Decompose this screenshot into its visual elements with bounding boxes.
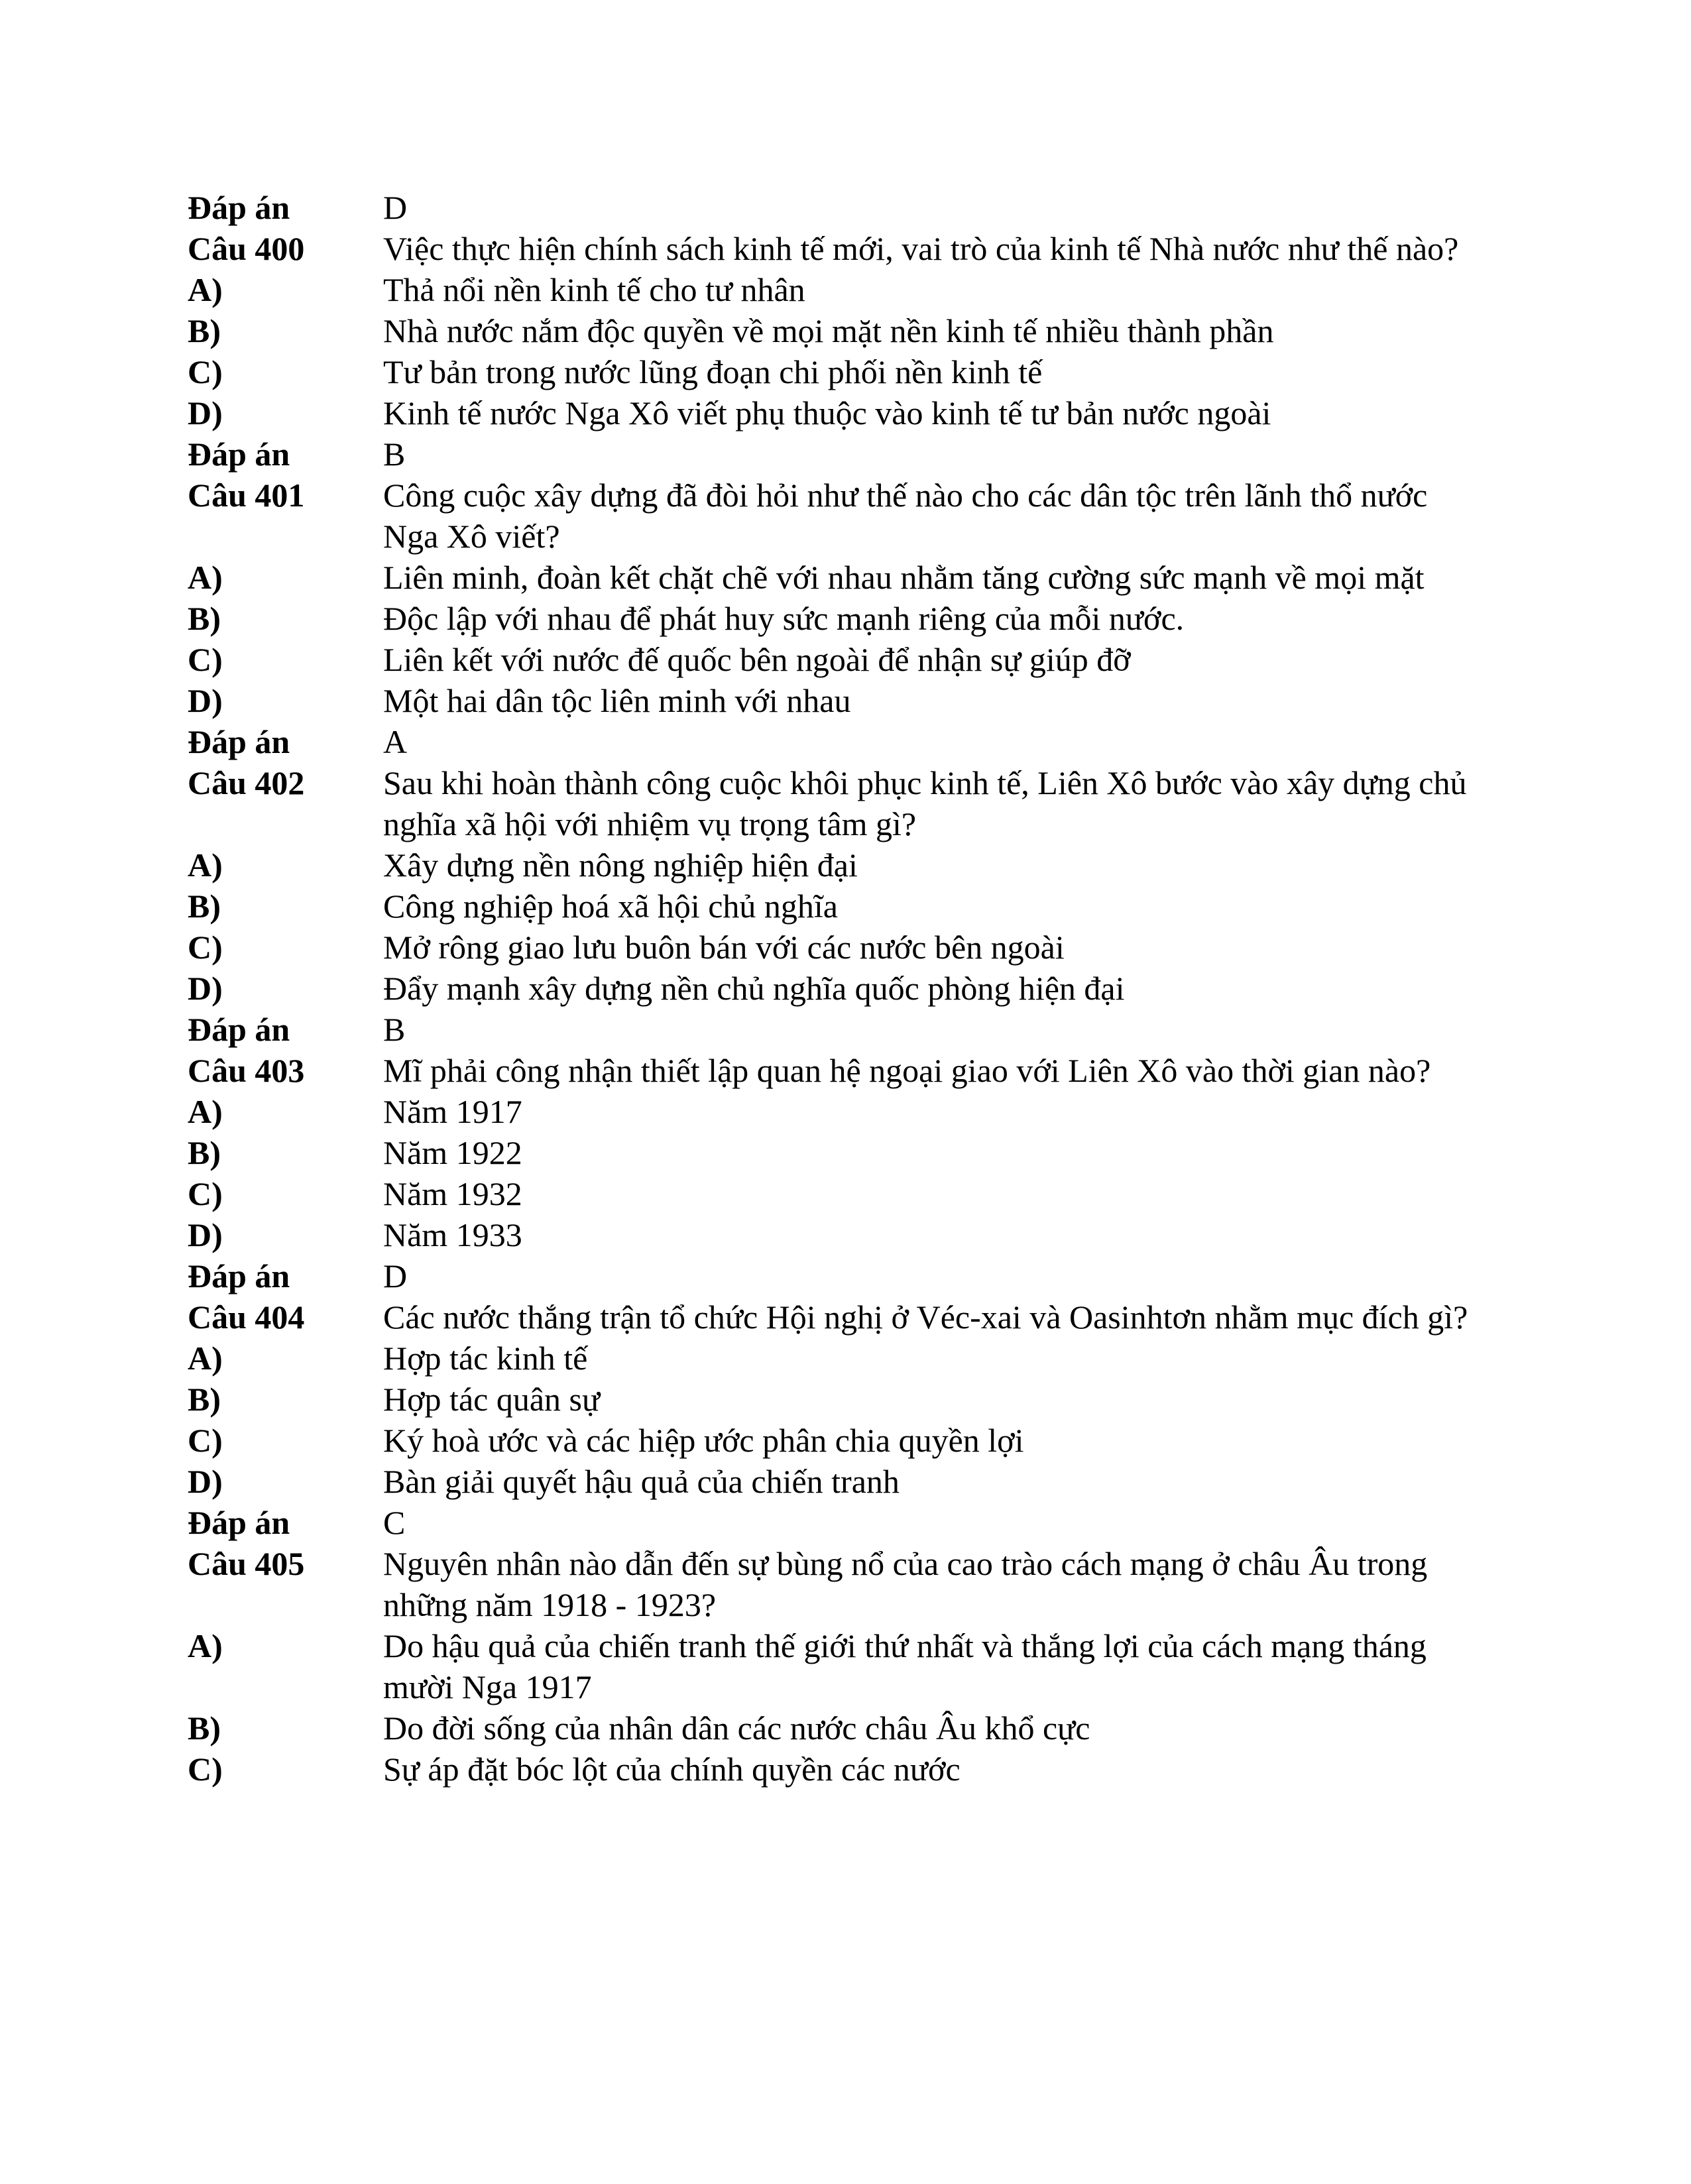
question-label: Câu 400 — [188, 230, 305, 267]
option-row — [188, 1091, 1487, 1132]
question-row — [188, 762, 1487, 844]
option-label: B) — [188, 1134, 221, 1171]
option-row — [188, 968, 1487, 1009]
question-row — [188, 228, 1487, 269]
option-label: D) — [188, 1463, 223, 1500]
option-label: A) — [188, 271, 223, 308]
option-text: Sự áp đặt bóc lột của chính quyền các nước — [383, 1751, 961, 1788]
answer-row — [188, 187, 1487, 228]
option-row — [188, 557, 1487, 598]
option-row — [188, 1173, 1487, 1214]
question-text: Các nước thắng trận tổ chức Hội nghị ở Véc-xai và Oasinhtơn nhằm mục đích gì? — [383, 1298, 1468, 1336]
option-label: A) — [188, 559, 223, 596]
option-text: Tư bản trong nước lũng đoạn chi phối nền kinh tế — [383, 353, 1043, 390]
question-row — [188, 1543, 1487, 1625]
question-text: Sau khi hoàn thành công cuộc khôi phục kinh tế, Liên Xô bước vào xây dựng chủ nghĩa xã hội với nhiệm vụ trọng tâm gì? — [383, 764, 1467, 842]
option-text: Liên kết với nước đế quốc bên ngoài để nhận sự giúp đỡ — [383, 641, 1131, 678]
option-text: Năm 1933 — [383, 1216, 522, 1253]
question-label: Câu 402 — [188, 764, 305, 801]
question-label: Câu 401 — [188, 477, 305, 514]
answer-text: D — [383, 189, 408, 226]
option-row — [188, 1379, 1487, 1420]
question-text: Mĩ phải công nhận thiết lập quan hệ ngoại giao với Liên Xô vào thời gian nào? — [383, 1052, 1431, 1089]
answer-label: Đáp án — [188, 1257, 290, 1294]
option-row — [188, 310, 1487, 351]
option-text: Do hậu quả của chiến tranh thế giới thứ nhất và thắng lợi của cách mạng tháng mười Nga 1917 — [383, 1627, 1427, 1705]
option-row — [188, 680, 1487, 721]
option-text: Hợp tác quân sự — [383, 1381, 601, 1418]
option-text: Công nghiệp hoá xã hội chủ nghĩa — [383, 888, 838, 925]
option-text: Kinh tế nước Nga Xô viết phụ thuộc vào kinh tế tư bản nước ngoài — [383, 394, 1271, 431]
question-text: Công cuộc xây dựng đã đòi hỏi như thế nào cho các dân tộc trên lãnh thổ nước Nga Xô viết? — [383, 477, 1428, 555]
option-text: Năm 1932 — [383, 1175, 522, 1212]
option-row — [188, 1749, 1487, 1790]
option-text: Độc lập với nhau để phát huy sức mạnh riêng của mỗi nước. — [383, 600, 1185, 637]
answer-text: D — [383, 1257, 408, 1294]
option-row — [188, 1132, 1487, 1173]
answer-text: C — [383, 1504, 406, 1541]
option-label: B) — [188, 888, 221, 925]
answer-label: Đáp án — [188, 435, 290, 473]
option-label: C) — [188, 353, 223, 390]
option-text: Bàn giải quyết hậu quả của chiến tranh — [383, 1463, 900, 1500]
option-row — [188, 1461, 1487, 1502]
option-row — [188, 886, 1487, 927]
option-label: C) — [188, 641, 223, 678]
option-label: C) — [188, 929, 223, 966]
option-label: A) — [188, 1093, 223, 1130]
answer-label: Đáp án — [188, 723, 290, 760]
answer-label: Đáp án — [188, 1504, 290, 1541]
question-row — [188, 1050, 1487, 1091]
question-row — [188, 1296, 1487, 1338]
answer-text: A — [383, 723, 408, 760]
question-text: Nguyên nhân nào dẫn đến sự bùng nổ của cao trào cách mạng ở châu Âu trong những năm 1918 - 1923? — [383, 1545, 1428, 1623]
option-row — [188, 351, 1487, 392]
answer-row — [188, 721, 1487, 762]
option-row — [188, 844, 1487, 886]
option-text: Do đời sống của nhân dân các nước châu Âu khổ cực — [383, 1709, 1090, 1747]
option-text: Đẩy mạnh xây dựng nền chủ nghĩa quốc phòng hiện đại — [383, 970, 1125, 1007]
option-label: C) — [188, 1175, 223, 1212]
option-row — [188, 1338, 1487, 1379]
answer-label: Đáp án — [188, 1011, 290, 1048]
answer-label: Đáp án — [188, 189, 290, 226]
option-row — [188, 1625, 1487, 1707]
option-text: Xây dựng nền nông nghiệp hiện đại — [383, 846, 858, 884]
option-row — [188, 598, 1487, 639]
question-label: Câu 403 — [188, 1052, 305, 1089]
option-row — [188, 639, 1487, 680]
option-row — [188, 1214, 1487, 1255]
answer-row — [188, 433, 1487, 475]
option-label: D) — [188, 1216, 223, 1253]
answer-text: B — [383, 435, 406, 473]
option-text: Một hai dân tộc liên minh với nhau — [383, 682, 851, 719]
question-label: Câu 405 — [188, 1545, 305, 1582]
option-row — [188, 927, 1487, 968]
question-label: Câu 404 — [188, 1298, 305, 1336]
option-row — [188, 269, 1487, 310]
option-text: Mở rông giao lưu buôn bán với các nước bên ngoài — [383, 929, 1065, 966]
option-label: A) — [188, 1627, 223, 1664]
option-label: C) — [188, 1422, 223, 1459]
option-row — [188, 1707, 1487, 1749]
option-text: Liên minh, đoàn kết chặt chẽ với nhau nhằm tăng cường sức mạnh về mọi mặt — [383, 559, 1425, 596]
option-text: Nhà nước nắm độc quyền về mọi mặt nền kinh tế nhiều thành phần — [383, 312, 1274, 349]
answer-row — [188, 1502, 1487, 1543]
option-text: Thả nổi nền kinh tế cho tư nhân — [383, 271, 805, 308]
option-label: B) — [188, 600, 221, 637]
option-label: C) — [188, 1751, 223, 1788]
option-label: B) — [188, 1381, 221, 1418]
option-label: B) — [188, 312, 221, 349]
option-label: A) — [188, 1340, 223, 1377]
option-row — [188, 392, 1487, 433]
answer-row — [188, 1009, 1487, 1050]
option-label: B) — [188, 1709, 221, 1747]
question-list — [188, 187, 1487, 1790]
option-text: Năm 1922 — [383, 1134, 522, 1171]
option-label: D) — [188, 682, 223, 719]
option-row — [188, 1420, 1487, 1461]
option-text: Ký hoà ước và các hiệp ước phân chia quyền lợi — [383, 1422, 1024, 1459]
option-label: D) — [188, 394, 223, 431]
answer-text: B — [383, 1011, 406, 1048]
question-row — [188, 475, 1487, 557]
question-text: Việc thực hiện chính sách kinh tế mới, vai trò của kinh tế Nhà nước như thế nào? — [383, 230, 1459, 267]
option-label: A) — [188, 846, 223, 884]
option-label: D) — [188, 970, 223, 1007]
answer-row — [188, 1255, 1487, 1296]
option-text: Hợp tác kinh tế — [383, 1340, 588, 1377]
option-text: Năm 1917 — [383, 1093, 522, 1130]
